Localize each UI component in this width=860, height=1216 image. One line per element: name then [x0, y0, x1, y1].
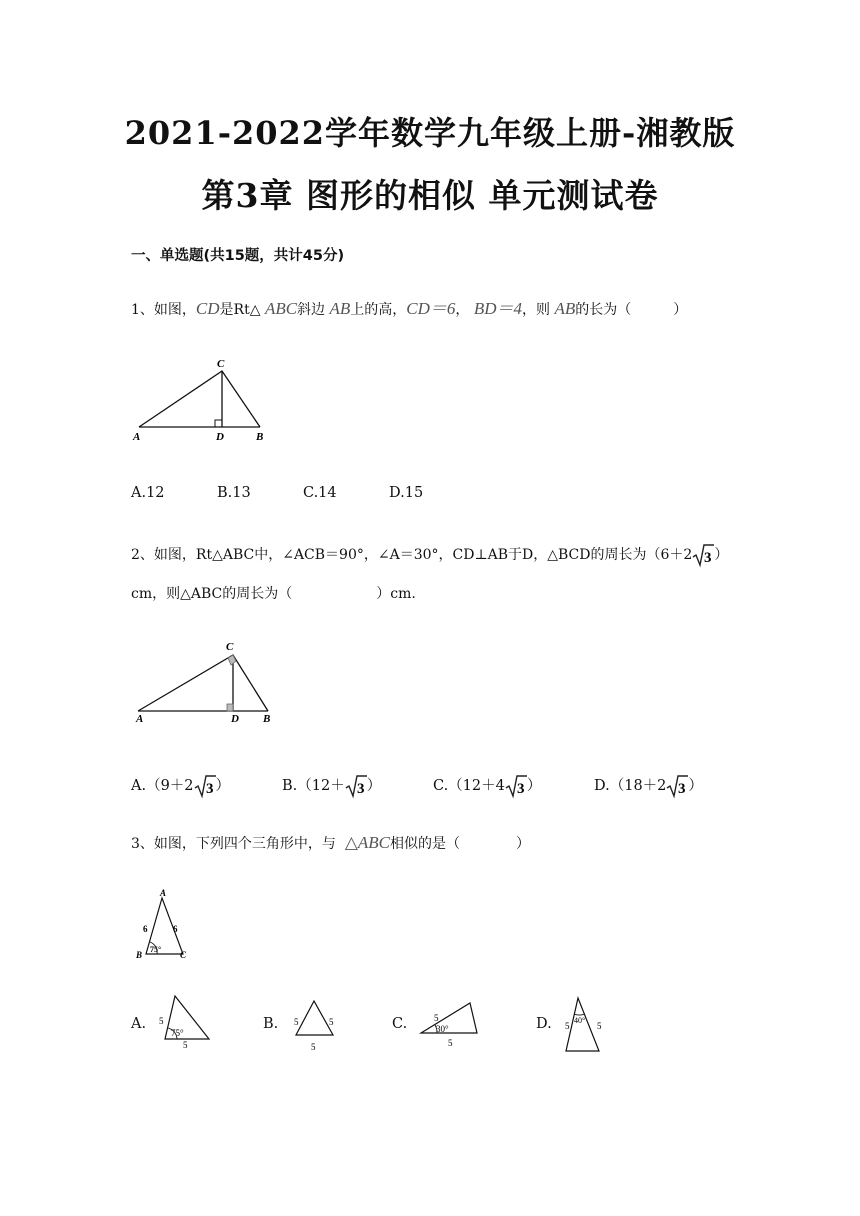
q3-option-b-side-bottom: 5: [311, 1042, 316, 1052]
q2-option-b-pre: B.（12＋: [282, 778, 345, 794]
question-1-text: [131, 294, 687, 319]
q3-option-c-figure[interactable]: [415, 995, 490, 1050]
q2-figure: [128, 638, 288, 728]
q3-option-a-side-left: 5: [159, 1016, 164, 1026]
q3-option-b-side-left: 5: [294, 1017, 299, 1027]
q3-angle-label: 75°: [150, 945, 162, 954]
q2-option-d[interactable]: [594, 773, 703, 799]
q3-figure: [128, 888, 208, 968]
q1-ab: AB: [329, 299, 351, 318]
q2-sqrt-digit: 3: [704, 550, 712, 566]
q2-option-c-sqrt-digit: 3: [516, 781, 525, 797]
q3-triangle-symbol: △: [344, 833, 358, 852]
section-heading: 一、单选题(共15题，共计45分): [131, 248, 345, 264]
q3-label-b: B: [136, 950, 143, 960]
q2-label-c: C: [226, 641, 234, 653]
q2-option-d-sqrt-digit: 3: [678, 781, 686, 797]
q3-option-b-triangle: [296, 1001, 333, 1035]
q3-option-d-side-left: 5: [565, 1021, 570, 1031]
q3-option-a-label[interactable]: A.: [131, 1016, 147, 1032]
q2-option-c[interactable]: [433, 773, 541, 799]
q1-cd-eq: CD＝6: [406, 299, 456, 318]
q3-option-c-label[interactable]: C.: [392, 1016, 408, 1032]
sqrt-symbol: [345, 773, 367, 799]
q2-option-d-pre: D.（18＋2: [594, 778, 667, 794]
q3-option-d-label[interactable]: D.: [536, 1016, 552, 1032]
q3-option-b-label[interactable]: B.: [263, 1016, 279, 1032]
q2-option-a-sqrt-digit: 3: [205, 781, 214, 797]
q2-label-b: B: [263, 713, 271, 725]
q2-line1-close: ）: [714, 547, 729, 563]
q1-label-c: C: [217, 358, 225, 370]
q3-option-c-triangle: [421, 1003, 477, 1033]
q3-option-d-side-right: 5: [597, 1021, 602, 1031]
question-3-text: [131, 833, 530, 853]
q3-option-c-angle: 30°: [436, 1024, 449, 1034]
question-2-line-1: [131, 542, 728, 568]
q1-option-d[interactable]: D.15: [389, 485, 424, 501]
q3-abc: ABC: [357, 833, 391, 852]
q1-right-angle-mark: [215, 420, 222, 427]
q1-height: 上的高，: [350, 302, 407, 318]
q3-option-a-angle: 75°: [171, 1028, 184, 1038]
q1-prefix: 1、如图，: [131, 302, 196, 318]
q2-option-b[interactable]: [282, 773, 381, 799]
q1-option-b[interactable]: B.13: [217, 485, 251, 501]
q2-line1-text: 2、如图，Rt△ABC中，∠ACB＝90°，∠A＝30°，CD⊥AB于D，△BCD的周长为（6＋2: [131, 547, 693, 563]
q1-option-a[interactable]: A.12: [131, 485, 165, 501]
q3-option-b-side-right: 5: [329, 1017, 334, 1027]
q2-option-b-post: ）: [366, 778, 382, 794]
q3-label-a: A: [160, 888, 167, 898]
chapter-title: 第3章 图形的相似 单元测试卷: [201, 176, 659, 215]
sqrt-symbol: [692, 542, 714, 568]
q1-is-rt: 是Rt△: [219, 302, 261, 318]
question-2-line-2: cm，则△ABC的周长为（ ）cm.: [131, 586, 416, 602]
sqrt-symbol: [505, 773, 527, 799]
q3-prefix: 3、如图，下列四个三角形中，与: [131, 836, 336, 852]
q1-tail: 的长为（ ）: [575, 302, 688, 318]
q1-then: ，则: [522, 302, 551, 318]
q3-option-b-figure[interactable]: [285, 995, 345, 1053]
q1-triangle-sides: [139, 371, 260, 427]
q3-tail: 相似的是（ ）: [390, 836, 531, 852]
q1-ab2: AB: [554, 299, 576, 318]
q2-option-b-sqrt-digit: 3: [356, 781, 365, 797]
q2-right-angle-mark-d: [227, 704, 233, 711]
q3-option-a-figure[interactable]: [150, 990, 220, 1050]
q1-label-b: B: [256, 431, 264, 443]
q2-triangle-sides: [138, 655, 268, 711]
q2-option-a-post: ）: [215, 778, 231, 794]
q2-option-a-pre: A.（9＋2: [131, 778, 194, 794]
q2-label-a: A: [136, 713, 144, 725]
q3-option-d-angle: 40°: [574, 1016, 586, 1025]
q1-cd: CD: [195, 299, 220, 318]
q1-abc: ABC: [264, 299, 298, 318]
q1-hyp: 斜边: [297, 302, 326, 318]
sqrt-symbol: [194, 773, 216, 799]
q3-side-right: 6: [173, 924, 178, 934]
q3-option-d-figure[interactable]: [556, 992, 616, 1056]
q2-option-c-post: ）: [526, 778, 542, 794]
sqrt-symbol: [666, 773, 688, 799]
q1-label-d: D: [216, 431, 224, 443]
q1-figure: [128, 352, 278, 444]
q1-label-a: A: [133, 431, 141, 443]
q3-option-c-side-bottom: 5: [448, 1038, 453, 1048]
q1-bd-eq: BD＝4: [473, 299, 523, 318]
q2-label-d: D: [231, 713, 239, 725]
q1-comma: ，: [455, 302, 470, 318]
q3-side-left: 6: [143, 924, 148, 934]
q2-option-a[interactable]: [131, 773, 230, 799]
q2-option-d-post: ）: [688, 778, 703, 794]
q3-option-d-angle-arc: [574, 1014, 585, 1015]
q3-option-c-side-top: 5: [434, 1013, 439, 1023]
q2-option-c-pre: C.（12＋4: [433, 778, 505, 794]
q3-option-a-side-bottom: 5: [183, 1040, 188, 1050]
document-title: 2021-2022学年数学九年级上册-湘教版: [124, 114, 736, 152]
q3-label-c: C: [180, 950, 187, 960]
q1-option-c[interactable]: C.14: [303, 485, 337, 501]
